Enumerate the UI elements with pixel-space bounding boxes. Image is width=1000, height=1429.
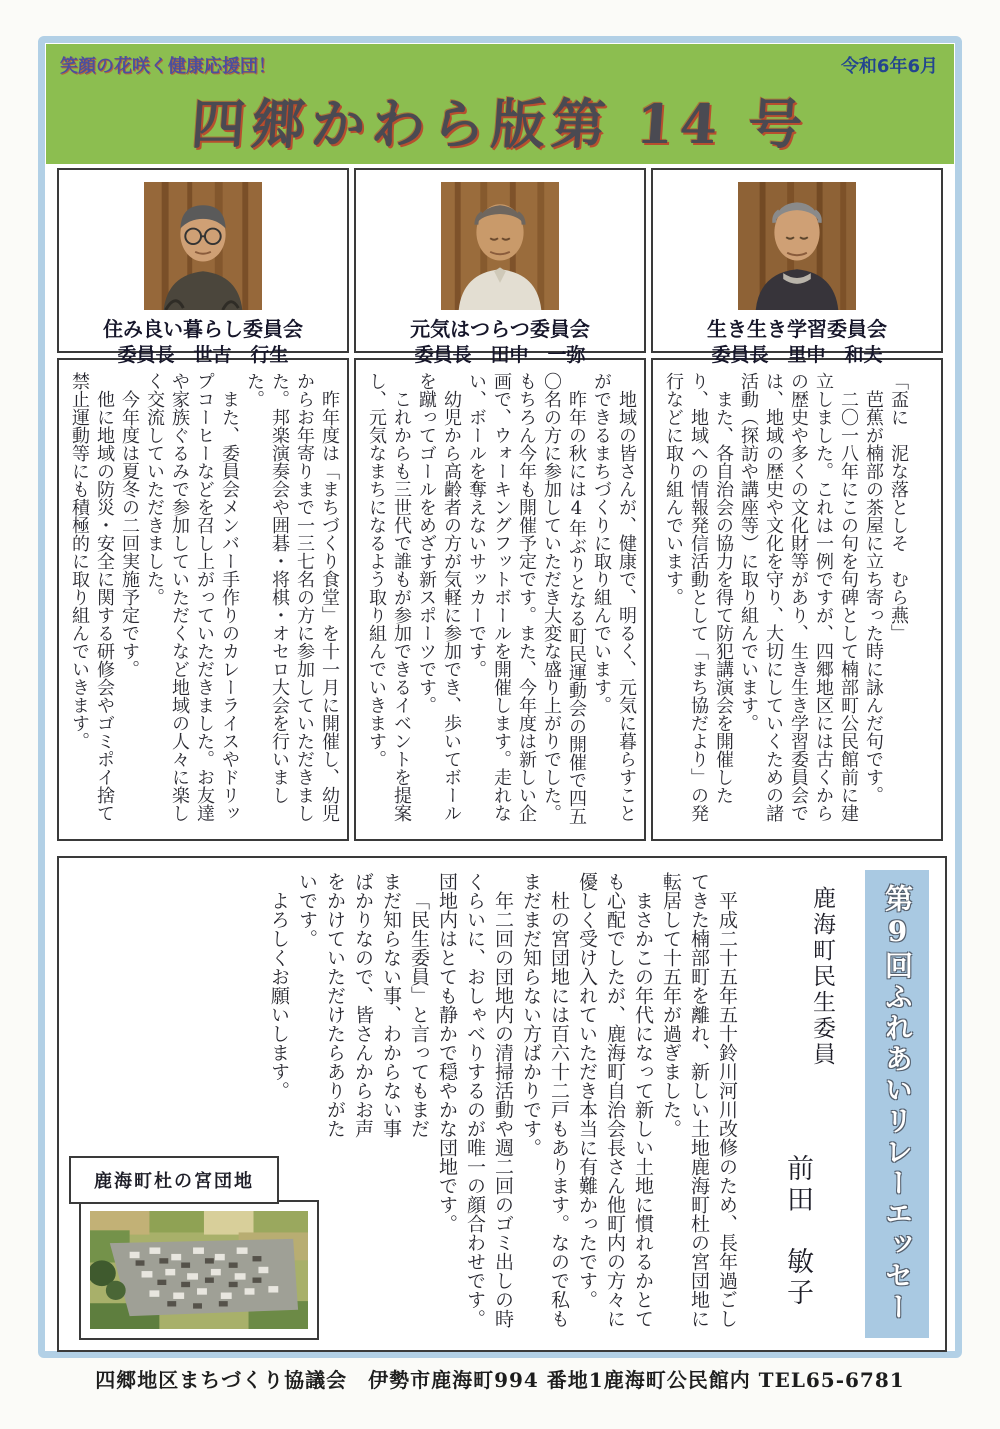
essay-banner-title: 第9回ふれあいリレーエッセー [881, 884, 914, 1323]
paragraph: 年二回の団地内の清掃活動や週二回のゴミ出しの時くらいに、おしゃべりするのが唯一の顔合わせです。団地内はとても静かで穏やかな団地です。 [436, 872, 514, 1328]
committee-photo-box [354, 168, 646, 366]
committee-chair: 委員長 世古 行生 [117, 344, 289, 366]
portrait-photo [144, 182, 262, 310]
committee-chair: 委員長 里中 和夫 [711, 344, 883, 366]
committee-article-text [364, 372, 639, 827]
paragraph: 地域の皆さんが、健康で、明るく、元気に暮らすことができるまちづくりに取り組んでいます。 [591, 372, 637, 822]
paragraph: 平成二十五年五十鈴川河川改修のため、長年過ごしてきた楠部町を離れ、新しい土地鹿海町杜の宮団地に転居して十五年が過ぎました。 [660, 872, 738, 1328]
essay-author-title: 鹿海町民生委員 [809, 886, 835, 1068]
committee-article-text [67, 372, 342, 827]
paragraph: よろしくお願いします。 [268, 891, 290, 1100]
paragraph: 二〇一八年にこの句を句碑として楠部町公民館前に建立しました。これは一例ですが、四郷地区には古くからの歴史や多くの文化財等があり、生き生き学習委員会では、地域の歴史や文化を守り、大切にしていくための諸活動（探訪や講座等）に取り組んでいます。 [738, 372, 859, 822]
committee-name: 元気はつらつ委員会 [410, 317, 590, 341]
committee-photo-box [651, 168, 943, 366]
committee-article-box [354, 358, 646, 841]
committee-article-text [661, 372, 911, 827]
issue-date: 令和6年6月 [840, 56, 938, 77]
committee-photo-box [57, 168, 349, 366]
paragraph: また、委員会メンバー手作りのカレーライスやドリップコーヒーなどを召し上がっていただきました。お友達や家族ぐるみで参加していただくなど地域の人々に楽しく交流していただきました。 [144, 372, 240, 822]
essay-main-text [433, 872, 741, 1340]
paragraph: これからも三世代で誰もが参加できるイベントを提案し、元気なまちになるよう取り組んでいきます。 [366, 372, 412, 822]
slogan-text: 笑顔の花咲く健康応援団！ [60, 56, 276, 77]
essay-author-name: 前田 敏子 [782, 1154, 813, 1309]
paragraph: 昨年の秋には4年ぶりとなる町民運動会の開催で四五〇名の方に参加していただき大変な盛り上がりでした。もちろん今年も開催予定です。また、今年度は新しい企画で、ウォーキングフットボールを開催します。走れない、ボールを奪えないサッカーです。 [466, 372, 587, 825]
essay-tail-text [265, 872, 433, 1144]
paragraph: 芭蕉が楠部の茶屋に立ち寄った時に詠んだ句です。 [863, 390, 884, 804]
footer-contact: 四郷地区まちづくり協議会 伊勢市鹿海町994 番地1鹿海町公民館内 TEL65-6781 [95, 1368, 905, 1392]
portrait-photo [738, 182, 856, 310]
committee-article-box [651, 358, 943, 841]
newsletter-title: 四郷かわら版第 14 号 [189, 92, 811, 156]
haiku-line: 「盃に 泥な落としそ むら燕」 [888, 372, 909, 642]
paragraph: 杜の宮団地には百六十二戸もあります。なので私もまだまだ知らない方ばかりです。 [520, 872, 570, 1328]
committee-name: 住み良い暮らし委員会 [103, 317, 303, 341]
paragraph: 「民生委員」と言ってもまだまだ知らない事、わからない事ばかりなので、皆さんからお声をかけていただけたらありがたいです。 [296, 872, 430, 1138]
estate-photo-group [69, 1156, 337, 1342]
aerial-photo [90, 1211, 308, 1329]
estate-photo-caption: 鹿海町杜の宮団地 [69, 1156, 279, 1204]
committee-column-sumiyoi [57, 168, 349, 841]
paragraph: 他に地域の防災・安全に関する研修会やゴミポイ捨て禁止運動等にも積極的に取り組んでいきます。 [69, 372, 115, 822]
essay-section [57, 856, 947, 1352]
paragraph: 幼児から高齢者の方が気軽に参加でき、歩いてボールを蹴ってゴールをめざす新スポーツです。 [416, 372, 462, 822]
committee-column-ikiiki [651, 168, 943, 841]
paragraph: 今年度は夏冬の二回実施予定です。 [119, 390, 140, 678]
paragraph: また、各自治会の協力を得て防犯講演会を開催したり、地域への情報発信活動として「まち協だより」の発行などに取り組んでいます。 [663, 372, 734, 822]
paragraph: 昨年度は「まちづくり食堂」を十一月に開催し、幼児からお年寄りまで一三七名の方に参加していただきました。邦楽演奏会や囲碁・将棋・オセロ大会を行いました。 [244, 372, 340, 822]
committee-column-genki [354, 168, 646, 841]
portrait-photo [441, 182, 559, 310]
committee-article-box [57, 358, 349, 841]
paragraph: まさかこの年代になって新しい土地に慣れるかとても心配でしたが、鹿海町自治会長さん他町内の方々に優しく受け入れていただき本当に有難かったです。 [576, 872, 654, 1328]
essay-banner-band [865, 870, 929, 1338]
committee-chair: 委員長 田中 一弥 [414, 344, 586, 366]
committee-name: 生き生き学習委員会 [707, 317, 887, 341]
estate-photo-frame [79, 1200, 319, 1340]
masthead-banner [46, 44, 954, 164]
